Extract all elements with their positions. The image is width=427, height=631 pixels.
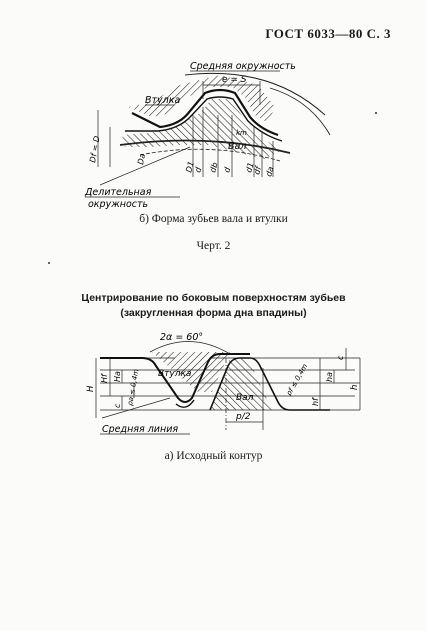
label-rho-left: ρa ≤ 0,4m: [126, 368, 141, 407]
label-db: db: [208, 161, 220, 174]
fig2-basic-rack-diagram: [80, 318, 380, 448]
label-Hf: Hf: [100, 374, 109, 383]
label-mid-circle: Средняя окружность: [190, 61, 296, 72]
label-shaft: Вал: [228, 141, 247, 152]
scan-speck: [48, 262, 50, 264]
label-c-left: c: [113, 403, 122, 408]
fig1-tooth-profile-diagram: [40, 55, 400, 210]
label-sleeve: Втулка: [145, 95, 181, 106]
gost-header: ГОСТ 6033—80 С. 3: [265, 26, 391, 41]
section-title-line2: (закругленная форма дна впадины): [120, 307, 307, 319]
label-d2: d: [222, 166, 233, 174]
label-ha: ha: [325, 372, 334, 382]
label-h: h: [350, 384, 360, 390]
label-hf: hf: [311, 398, 320, 406]
label-sleeve: Втулка: [158, 369, 192, 379]
fig1-caption: б) Форма зубьев вала и втулки: [139, 213, 288, 225]
chert-label: Черт. 2: [196, 240, 231, 252]
label-shaft: Вал: [236, 393, 254, 403]
label-km: km: [236, 129, 247, 137]
label-pitch-circle-1: Делительная: [85, 187, 152, 198]
label-angle: 2α = 60°: [160, 332, 204, 343]
fig2-caption: а) Исходный контур: [164, 450, 263, 462]
label-midline: Средняя линия: [102, 424, 179, 435]
label-c-right: c: [336, 355, 345, 360]
label-d1: d1: [244, 161, 256, 174]
label-d: d: [193, 166, 204, 174]
label-rho-right: ρf ≤ 0,4m: [284, 362, 310, 397]
label-df: df: [252, 165, 263, 176]
scan-speck: [375, 112, 377, 114]
label-D1: D1: [184, 160, 196, 174]
label-Da: Da: [136, 152, 147, 166]
label-da: da: [264, 165, 276, 178]
label-Df-D: Df = D: [88, 135, 102, 164]
label-H: H: [86, 385, 96, 392]
label-Ha: Ha: [113, 371, 122, 382]
label-p2: p/2: [236, 412, 251, 422]
section-title-line1: Центрирование по боковым поверхностям зубьев: [81, 292, 346, 304]
label-e-s: e = S: [222, 75, 247, 85]
label-pitch-circle-2: окружность: [88, 199, 149, 210]
